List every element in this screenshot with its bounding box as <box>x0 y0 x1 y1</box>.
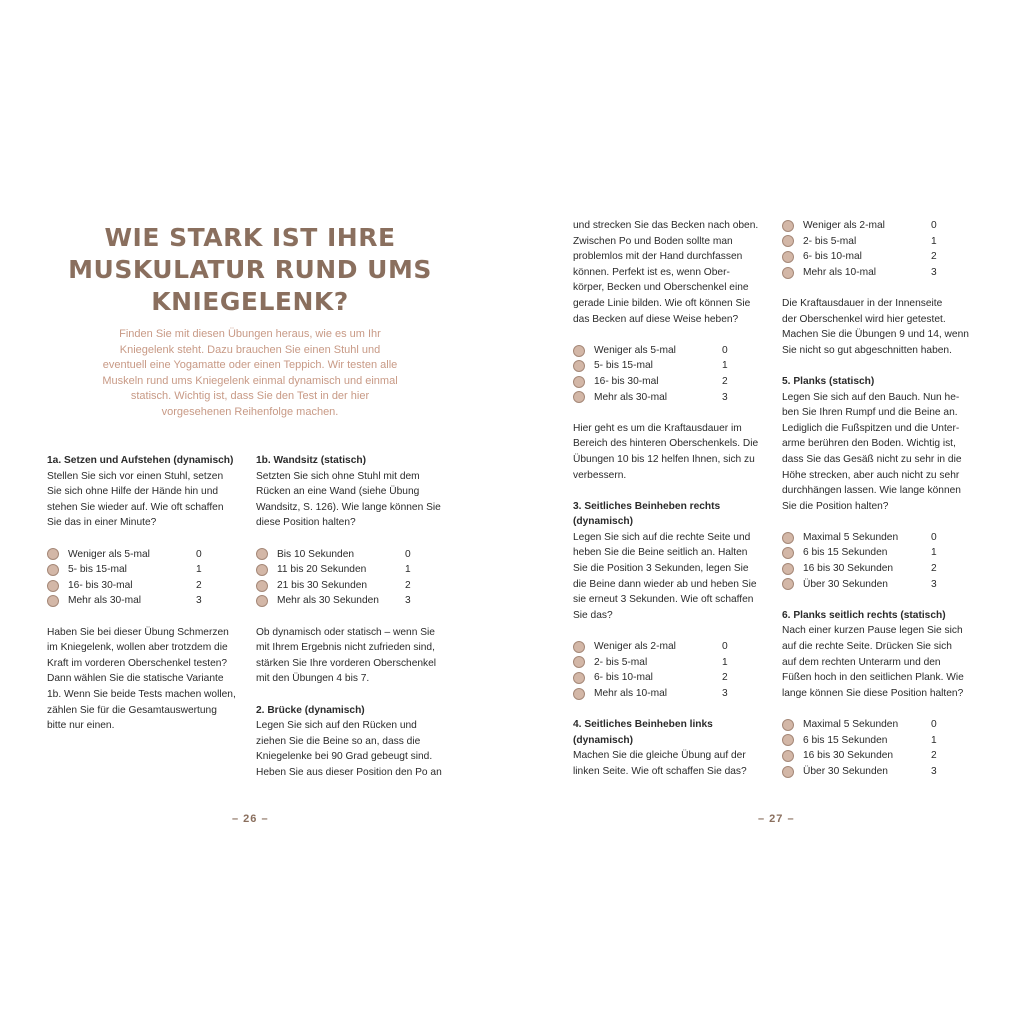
option-label: Weniger als 5-mal <box>68 548 150 560</box>
option-points: 3 <box>196 595 202 607</box>
option-label: Mehr als 30-mal <box>68 595 142 607</box>
option-points: 2 <box>196 579 202 591</box>
option-points: 0 <box>931 220 937 231</box>
body-line: Sie die Position halten? <box>782 500 889 512</box>
score-option[interactable] <box>782 530 992 546</box>
option-points: 2 <box>931 251 937 263</box>
body-line: Legen Sie sich auf die rechte Seite und <box>573 531 751 543</box>
intro-text <box>70 327 430 421</box>
intro-line: eventuell eine Yogamatte oder einen Teppich. Wir testen alle <box>102 359 398 372</box>
body-line: im Kniegelenk, wollen aber trotzdem die <box>47 642 228 654</box>
body-line: bitte nur einen. <box>47 720 115 732</box>
option-label: Maximal 5 Sekunden <box>803 531 899 543</box>
option-points: 1 <box>931 235 937 247</box>
intro-line: Kniegelenk steht. Dazu brauchen Sie einen Stuhl und <box>119 343 381 356</box>
option-label: 11 bis 20 Sekunden <box>277 564 367 576</box>
body-line: dass Sie das Gesäß nicht zu sehr in die <box>782 453 962 465</box>
intro-line: statisch. Wichtig ist, dass Sie den Test in der hier <box>130 390 370 403</box>
score-option[interactable] <box>47 547 247 563</box>
option-points: 1 <box>405 564 411 576</box>
body-line: linken Seite. Wie oft schaffen Sie das? <box>573 765 747 777</box>
option-points: 0 <box>722 344 728 356</box>
body-line: heben Sie die Beine seitlich an. Halten <box>573 547 748 559</box>
radio-circle-icon[interactable] <box>782 547 794 559</box>
option-points: 2 <box>405 579 411 591</box>
score-options <box>782 218 992 280</box>
option-points: 3 <box>931 578 937 590</box>
body-line: Dann wählen Sie die statische Variante <box>47 673 224 685</box>
radio-circle-icon[interactable] <box>782 220 794 232</box>
body-line: stärken Sie Ihre vorderen Oberschenkel <box>256 657 437 669</box>
radio-circle-icon[interactable] <box>782 563 794 575</box>
radio-circle-icon[interactable] <box>573 641 585 653</box>
score-option[interactable] <box>47 562 247 578</box>
score-option[interactable] <box>782 733 992 749</box>
score-option[interactable] <box>573 358 773 374</box>
body-line: das Becken auf diese Weise heben? <box>573 313 739 325</box>
body-line: sie erneut 3 Sekunden. Wie oft schaffen <box>573 594 754 606</box>
body-line: Hier geht es um die Kraftausdauer im <box>573 422 742 434</box>
score-options <box>573 639 773 701</box>
body-line: Übungen 10 bis 12 helfen Ihnen, sich zu <box>573 453 755 465</box>
option-label: Maximal 5 Sekunden <box>803 719 899 730</box>
option-points: 2 <box>722 672 728 684</box>
page-number-right: – 27 – <box>758 813 795 825</box>
column-4 <box>782 218 992 779</box>
score-options <box>782 717 992 779</box>
option-points: 0 <box>405 548 411 560</box>
option-points: 1 <box>722 656 728 668</box>
option-label: 5- bis 15-mal <box>594 360 653 372</box>
section-heading: (dynamisch) <box>573 516 634 528</box>
radio-circle-icon[interactable] <box>782 251 794 263</box>
body-line: Sie das? <box>573 609 613 621</box>
body-line: Wandsitz, S. 126). Wie lange können Sie <box>256 501 441 513</box>
radio-circle-icon[interactable] <box>782 235 794 247</box>
body-line: der Oberschenkel wird hier getestet. <box>782 313 946 325</box>
score-option[interactable] <box>782 218 992 234</box>
radio-circle-icon[interactable] <box>47 548 59 560</box>
radio-circle-icon[interactable] <box>256 580 268 592</box>
option-label: Mehr als 10-mal <box>803 266 877 278</box>
body-line: gerade Linie bilden. Wie oft können Sie <box>573 297 751 309</box>
body-line: Machen Sie die Übungen 9 und 14, wenn <box>782 329 969 341</box>
body-line: zählen Sie für die Gesamtauswertung <box>47 704 217 716</box>
option-label: 16 bis 30 Sekunden <box>803 563 894 575</box>
body-line: Sie das in einer Minute? <box>47 517 157 529</box>
option-points: 3 <box>722 391 728 403</box>
body-line: Legen Sie sich auf den Bauch. Nun he- <box>782 391 960 403</box>
body-line: Machen Sie die gleiche Übung auf der <box>573 750 746 762</box>
body-line: ben Sie Ihren Rumpf und die Beine an. <box>782 407 958 419</box>
score-option[interactable] <box>573 655 773 671</box>
body-line: 1b. Wenn Sie beide Tests machen wollen, <box>47 688 236 700</box>
radio-circle-icon[interactable] <box>782 267 794 279</box>
radio-circle-icon[interactable] <box>47 595 59 607</box>
option-label: 2- bis 5-mal <box>594 656 648 668</box>
radio-circle-icon[interactable] <box>573 360 585 372</box>
body-line: diese Position halten? <box>256 517 356 529</box>
section-heading: 3. Seitliches Beinheben rechts <box>573 500 721 512</box>
intro-line: Finden Sie mit diesen Übungen heraus, wie es um Ihr <box>119 328 381 340</box>
body-line: Legen Sie sich auf den Rücken und <box>256 720 417 732</box>
page-number-left: – 26 – <box>232 813 269 825</box>
section-heading: 2. Brücke (dynamisch) <box>256 704 365 716</box>
option-points: 0 <box>722 641 728 653</box>
body-line: Die Kraftausdauer in der Innenseite <box>782 297 943 309</box>
option-label: Bis 10 Sekunden <box>277 548 355 560</box>
body-line: mit Ihrem Ergebnis nicht zufrieden sind, <box>256 642 435 654</box>
title-line: WIE STARK IST IHRE <box>104 223 396 252</box>
option-label: 16 bis 30 Sekunden <box>803 750 894 762</box>
score-option[interactable] <box>782 764 992 780</box>
section-heading: 6. Planks seitlich rechts (statisch) <box>782 609 946 621</box>
score-option[interactable] <box>47 578 247 594</box>
score-options <box>256 547 456 609</box>
option-label: Mehr als 30-mal <box>594 391 668 403</box>
body-line: problemlos mit der Hand durchfassen <box>573 251 743 263</box>
option-label: Weniger als 2-mal <box>803 220 885 231</box>
option-points: 3 <box>722 687 728 699</box>
option-label: 6 bis 15 Sekunden <box>803 734 888 746</box>
body-line: die Beine dann wieder ab und heben Sie <box>573 578 757 590</box>
column-3 <box>573 218 773 779</box>
radio-circle-icon[interactable] <box>573 688 585 700</box>
option-label: 5- bis 15-mal <box>68 564 127 576</box>
option-points: 1 <box>931 734 937 746</box>
option-points: 1 <box>722 360 728 372</box>
score-option[interactable] <box>782 234 992 250</box>
option-label: Über 30 Sekunden <box>803 765 888 777</box>
score-option[interactable] <box>573 374 773 390</box>
radio-circle-icon[interactable] <box>256 564 268 576</box>
option-label: 2- bis 5-mal <box>803 235 857 247</box>
option-points: 3 <box>931 266 937 278</box>
radio-circle-icon[interactable] <box>47 580 59 592</box>
option-label: Über 30 Sekunden <box>803 578 888 590</box>
option-label: Mehr als 30 Sekunden <box>277 595 379 607</box>
radio-circle-icon[interactable] <box>782 719 794 731</box>
score-option[interactable] <box>782 249 992 265</box>
radio-circle-icon[interactable] <box>573 345 585 357</box>
option-points: 2 <box>931 750 937 762</box>
body-line: Sie sich ohne Hilfe der Hände hin und <box>47 486 219 498</box>
body-line: Ob dynamisch oder statisch – wenn Sie <box>256 626 435 638</box>
body-line: Sie nicht so gut abgeschnitten haben. <box>782 344 952 356</box>
body-line: Sie die Position 3 Sekunden, legen Sie <box>573 563 749 575</box>
body-line: auf dem rechten Unterarm und den <box>782 656 941 668</box>
body-line: Lediglich die Fußspitzen und die Unter- <box>782 422 960 434</box>
option-label: Mehr als 10-mal <box>594 687 668 699</box>
radio-circle-icon[interactable] <box>782 532 794 544</box>
option-points: 3 <box>405 595 411 607</box>
radio-circle-icon[interactable] <box>782 734 794 746</box>
body-line: körper, Becken und Oberschenkel eine <box>573 282 749 294</box>
radio-circle-icon[interactable] <box>256 548 268 560</box>
option-points: 1 <box>931 547 937 559</box>
body-line: stehen Sie wieder auf. Wie oft schaffen <box>47 501 224 513</box>
body-line: ziehen Sie die Beine so an, dass die <box>256 735 421 747</box>
option-label: 16- bis 30-mal <box>594 375 659 387</box>
option-label: 6- bis 10-mal <box>803 251 862 263</box>
body-line: Kniegelenke bei 90 Grad gebeugt sind. <box>256 751 433 763</box>
body-line: Haben Sie bei dieser Übung Schmerzen <box>47 626 229 638</box>
score-option[interactable] <box>256 562 456 578</box>
score-option[interactable] <box>782 717 992 733</box>
score-option[interactable] <box>782 265 992 281</box>
score-option[interactable] <box>573 670 773 686</box>
body-line: Setzten Sie sich ohne Stuhl mit dem <box>256 470 420 482</box>
section-heading: (dynamisch) <box>573 734 634 746</box>
title-line: MUSKULATUR RUND UMS <box>68 255 432 284</box>
intro-line: vorgesehenen Reihenfolge machen. <box>161 405 339 418</box>
radio-circle-icon[interactable] <box>782 750 794 762</box>
body-line: Bereich des hinteren Oberschenkels. Die <box>573 438 759 450</box>
option-label: 21 bis 30 Sekunden <box>277 579 368 591</box>
radio-circle-icon[interactable] <box>256 595 268 607</box>
body-line: Füßen hoch in den seitlichen Plank. Wie <box>782 672 964 684</box>
score-option[interactable] <box>782 545 992 561</box>
section-heading: 5. Planks (statisch) <box>782 375 875 387</box>
body-line: Kraft im vorderen Oberschenkel testen? <box>47 657 228 669</box>
section-heading: 4. Seitliches Beinheben links <box>573 719 713 730</box>
body-line: lange können Sie diese Position halten? <box>782 687 964 699</box>
option-points: 2 <box>931 563 937 575</box>
radio-circle-icon[interactable] <box>573 656 585 668</box>
column-1 <box>47 453 247 734</box>
column-2 <box>256 453 456 780</box>
radio-circle-icon[interactable] <box>573 376 585 388</box>
score-option[interactable] <box>782 748 992 764</box>
body-line: auf die rechte Seite. Drücken Sie sich <box>782 641 952 653</box>
score-option[interactable] <box>573 639 773 655</box>
option-points: 2 <box>722 375 728 387</box>
body-line: verbessern. <box>573 469 627 481</box>
intro-line: Muskeln rund ums Kniegelenk einmal dynamisch und einmal <box>102 374 398 387</box>
option-label: 16- bis 30-mal <box>68 579 133 591</box>
score-options <box>47 547 247 609</box>
body-line: mit den Übungen 4 bis 7. <box>256 673 370 685</box>
score-option[interactable] <box>256 547 456 563</box>
option-points: 3 <box>931 765 937 777</box>
body-line: Rücken an eine Wand (siehe Übung <box>256 486 420 498</box>
score-option[interactable] <box>782 561 992 577</box>
body-line: Stellen Sie sich vor einen Stuhl, setzen <box>47 470 224 482</box>
score-option[interactable] <box>256 593 456 609</box>
body-line: arme berühren den Boden. Wichtig ist, <box>782 438 956 450</box>
title-line: KNIEGELENK? <box>151 287 349 316</box>
score-option[interactable] <box>573 686 773 702</box>
section-heading: 1a. Setzen und Aufstehen (dynamisch) <box>47 455 234 466</box>
option-label: Weniger als 5-mal <box>594 344 676 356</box>
radio-circle-icon[interactable] <box>573 391 585 403</box>
option-points: 0 <box>931 719 937 730</box>
option-label: 6 bis 15 Sekunden <box>803 547 888 559</box>
radio-circle-icon[interactable] <box>782 766 794 778</box>
body-line: Heben Sie aus dieser Position den Po an <box>256 766 442 778</box>
body-line: und strecken Sie das Becken nach oben. <box>573 220 759 231</box>
option-points: 0 <box>931 531 937 543</box>
body-line: Zwischen Po und Boden sollte man <box>573 235 733 247</box>
score-options <box>782 530 992 592</box>
score-options <box>573 343 773 405</box>
score-option[interactable] <box>256 578 456 594</box>
body-line: Nach einer kurzen Pause legen Sie sich <box>782 625 963 637</box>
option-points: 1 <box>196 564 202 576</box>
score-option[interactable] <box>47 593 247 609</box>
body-line: können. Perfekt ist es, wenn Ober- <box>573 266 730 278</box>
radio-circle-icon[interactable] <box>47 564 59 576</box>
option-label: 6- bis 10-mal <box>594 672 653 684</box>
body-line: Höhe strecken, aber auch nicht zu sehr <box>782 469 960 481</box>
section-heading: 1b. Wandsitz (statisch) <box>256 455 366 466</box>
radio-circle-icon[interactable] <box>782 578 794 590</box>
radio-circle-icon[interactable] <box>573 672 585 684</box>
score-option[interactable] <box>573 390 773 406</box>
score-option[interactable] <box>782 577 992 593</box>
score-option[interactable] <box>573 343 773 359</box>
page-title <box>50 222 450 318</box>
option-points: 0 <box>196 548 202 560</box>
body-line: durchhängen lassen. Wie lange können <box>782 485 961 497</box>
option-label: Weniger als 2-mal <box>594 641 676 653</box>
